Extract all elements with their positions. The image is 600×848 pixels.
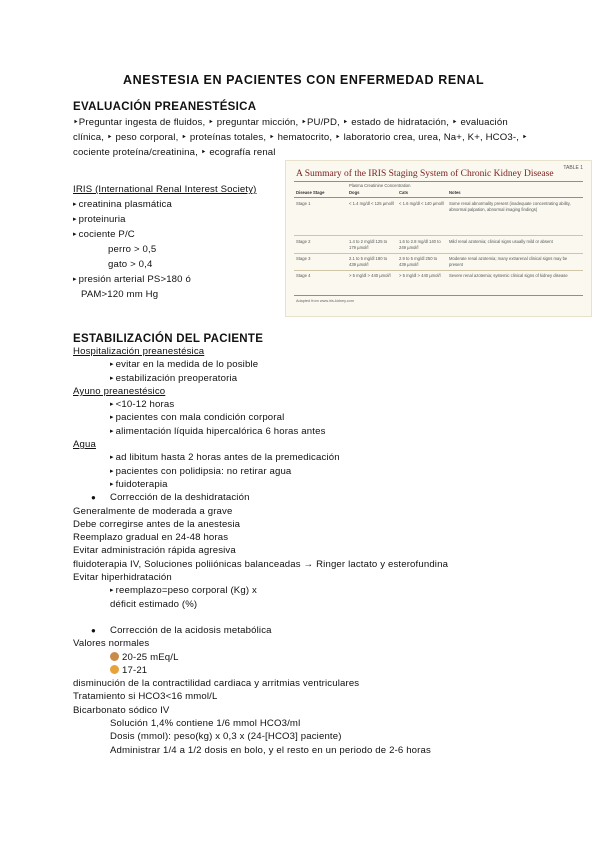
list-item: ▸ evitar en la medida de lo posible [110,359,259,371]
evaluacion-line: ‣Preguntar ingesta de fluidos, ‣ preguntar micción, ‣PU/PD, ‣ estado de hidratación, ‣ evaluación [73,117,508,128]
triangle-bullet-icon: ▸ [73,276,77,283]
triangle-bullet-icon: ▸ [110,414,114,422]
list-item: ▸ presión arterial PS>180 ó [73,274,191,285]
text-line: fluidoterapia IV, Soluciones poliiónicas balanceadas → Ringer lactato y esterofundina [73,558,449,570]
list-item: ▸ reemplazo=peso corporal (Kg) x [110,585,257,597]
ayuno-heading: Ayuno preanestésico [73,385,166,397]
text-line: Dosis (mmol): peso(kg) x 0,3 x (24-[HCO3] paciente) [110,731,342,743]
iris-heading: IRIS (International Renal Interest Society) [73,184,257,195]
iris-pam: PAM>120 mm Hg [81,289,159,300]
triangle-bullet-icon: ▸ [73,201,77,208]
estabilizacion-block [73,345,448,611]
iris-perro: perro > 0,5 [108,244,157,255]
document-title: ANESTESIA EN PACIENTES CON ENFERMEDAD RENAL [123,73,485,87]
list-item: ▸ alimentación líquida hipercalórica 6 horas antes [110,425,326,437]
triangle-bullet-icon: ▸ [110,374,114,382]
iris-list [73,197,191,302]
list-item: ▸ ad libitum hasta 2 horas antes de la premedicación [110,452,340,464]
evaluacion-paragraph [73,115,528,160]
section-heading-estabilizacion: ESTABILIZACIÓN DEL PACIENTE [73,333,264,345]
text-line: Reemplazo gradual en 24-48 horas [73,532,229,544]
triangle-bullet-icon: ▸ [110,401,114,409]
text-line: Generalmente de moderada a grave [73,505,233,517]
list-item: ▸ pacientes con mala condición corporal [110,412,285,424]
text-line: Evitar administración rápida agresiva [73,545,236,557]
text-line: Evitar hiperhidratación [73,572,172,584]
bullet-dot-icon: ● [91,626,96,635]
triangle-bullet-icon: ▸ [110,361,114,369]
table-footnote: Adapted from www.iris-kidney.com [296,299,354,303]
cat-icon [110,665,119,674]
acidosis-bullet: ● Corrección de la acidosis metabólica [91,625,272,636]
evaluacion-line: clínica, ‣ peso corporal, ‣ proteínas totales, ‣ hematocrito, ‣ laboratorio crea, urea, Na+, K+, HCO3-, ‣ [73,132,528,143]
list-item: ▸ pacientes con polidipsia: no retirar agua [110,465,292,477]
list-item: ▸ estabilización preoperatoria [110,372,238,384]
valores-normales: Valores normales [73,638,150,650]
iris-gato: gato > 0,4 [108,259,153,270]
bullet-dot-icon: ● [91,493,96,503]
text-line: Solución 1,4% contiene 1/6 mmol HCO3/ml [110,718,301,730]
list-item: ▸ fuidoterapia [110,478,168,490]
valor-gato: 17-21 [73,664,431,677]
agua-heading: Agua [73,439,97,451]
list-item: ▸ <10-12 horas [110,399,175,411]
triangle-bullet-icon: ▸ [110,587,114,595]
text-line: Debe corregirse antes de la anestesia [73,518,241,530]
deficit-line: déficit estimado (%) [110,598,198,610]
evaluacion-line: cociente proteína/creatinina, ‣ ecografía renal [73,147,276,158]
triangle-bullet-icon: ▸ [73,216,77,223]
list-item: ▸ cociente P/C [73,229,135,240]
dog-icon [110,652,119,661]
deshidratacion-bullet: ● Corrección de la deshidratación [91,492,250,504]
triangle-bullet-icon: ▸ [110,467,114,475]
table-row: Stage 1 < 1.4 mg/dl < 125 µmol/l < 1.6 mg/dl < 140 µmol/l Some renal abnormality present (inadequate concentrating ability, abnormal palpation, abnormal imaging findings) [296,201,571,212]
text-line: disminución de la contractilidad cardiaca y arritmias ventriculares [73,678,360,690]
iris-staging-table-image: A Summary of the IRIS Staging System of Chronic Kidney Disease TABLE 1 Plasma Creatinine Concentration Disease Stage Dogs Cats Notes Stage 1 < 1.4 mg/dl < 125 µmol/l < 1.6 mg/dl < 140 µmol/l Some renal abnormality present (inadequate concentrating ability, abnormal palpation, abnormal imaging findings) Stage 2 1.4 to 2 mg/dl 125 to 179 µmol/l 1.6 to 2.8 mg/dl 140 to 249 µmol/l Mild renal azotemia; clinical signs usually mild or absent Stage 3 2.1 to 5 mg/dl 180 to 439 µmol/l 2.9 to 5 mg/dl 250 to 439 µmol/l Moderate renal azotemia; many extrarenal clinical signs may be present Stage 4 > 5 mg/dl > 440 µmol/l > 5 mg/dl > 440 µmol/l Severe renal azotemia; systemic clinical signs of kidney disease Adapted from www.iris-kidney.com [285,160,592,317]
table-tag: TABLE 1 [563,165,583,171]
triangle-bullet-icon: ▸ [73,231,77,238]
triangle-bullet-icon: ▸ [110,427,114,435]
text-line: Bicarbonato sódico IV [73,704,170,716]
acidosis-block [73,624,431,757]
hospitalizacion-heading: Hospitalización preanestésica [73,346,205,357]
section-heading-evaluacion: EVALUACIÓN PREANESTÉSICA [73,101,257,113]
valor-perro: 20-25 mEq/L [73,651,431,664]
list-item: ▸ creatinina plasmática [73,199,172,210]
text-line: Administrar 1/4 a 1/2 dosis en bolo, y el resto en un periodo de 2-6 horas [110,744,431,756]
triangle-bullet-icon: ▸ [110,454,114,462]
text-line: Tratamiento si HCO3<16 mmol/L [73,691,218,703]
table-title: A Summary of the IRIS Staging System of Chronic Kidney Disease [296,169,554,179]
triangle-bullet-icon: ▸ [110,480,114,488]
list-item: ▸ proteinuria [73,214,126,225]
